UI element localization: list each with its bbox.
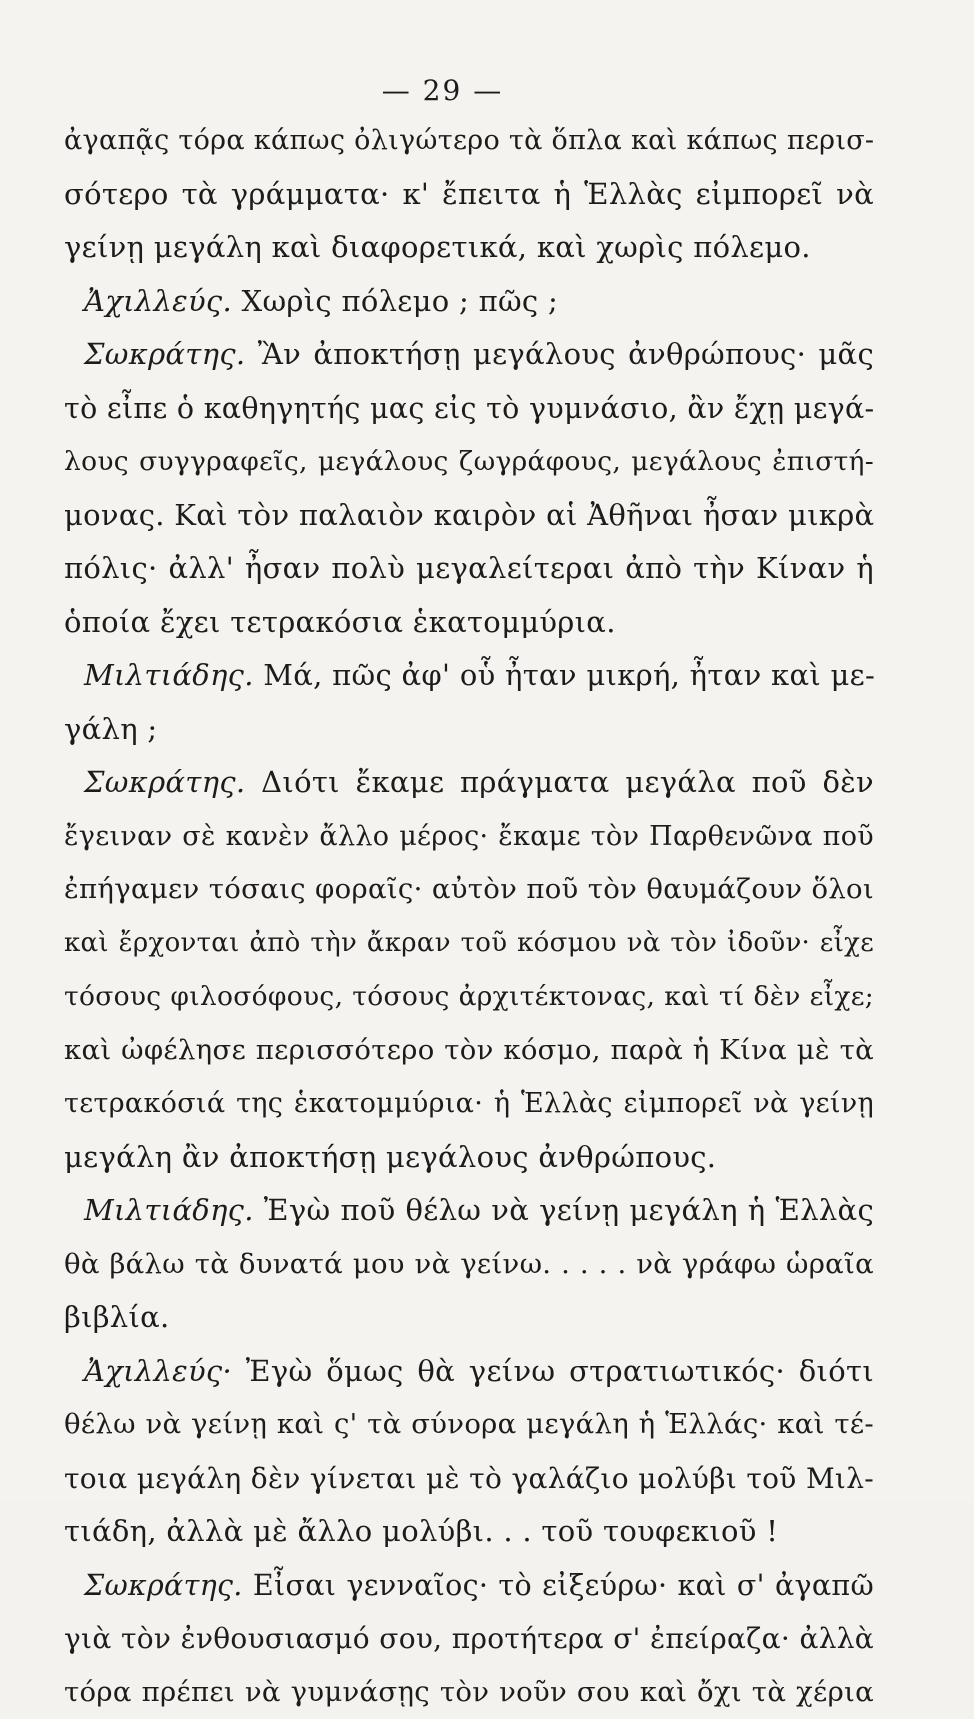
text-line <box>64 970 874 1024</box>
line-text: θέλω νὰ γείνῃ καὶ ς' τὰ σύνορα μεγάλη ἡ Ἑλλάς· καὶ τέ- <box>64 1408 874 1440</box>
line-text: τόρα πρέπει νὰ γυμνάσῃς τὸν νοῦν σου καὶ ὄχι τὰ χέρια <box>64 1676 874 1708</box>
text-line <box>64 703 874 757</box>
line-text: ἀγαπᾷς τόρα κάπως ὀλιγώτερο τὰ ὅπλα καὶ κάπως περισ- <box>64 125 874 156</box>
line-text: θὰ βάλω τὰ δυνατά μου νὰ γείνω. . . . . νὰ γράφω ὡραῖα <box>64 1248 874 1280</box>
text-line <box>64 1077 874 1131</box>
line-text: καὶ ὠφέλησε περισσότερο τὸν κόσμο, παρὰ ἡ Κίνα μὲ τὰ <box>64 1034 874 1066</box>
line-text: τὸ εἶπε ὁ καθηγητής μας εἰς τὸ γυμνάσιο, ἂν ἔχῃ μεγά- <box>64 392 874 425</box>
line-text: καὶ ἔρχονται ἀπὸ τὴν ἄκραν τοῦ κόσμου νὰ τὸν ἰδοῦν· εἶχε <box>64 928 874 958</box>
text-line <box>64 1398 874 1452</box>
line-text: γείνῃ μεγάλη καὶ διαφορετικά, καὶ χωρὶς πόλεμο. <box>64 230 811 264</box>
line-text: μεγάλη ἂν ἀποκτήσῃ μεγάλους ἀνθρώπους. <box>64 1140 716 1174</box>
line-text: τόσους φιλοσόφους, τόσους ἀρχιτέκτονας, καὶ τί δὲν εἶχε; <box>64 981 874 1012</box>
text-line <box>64 435 874 489</box>
line-text: λους συγγραφεῖς, μεγάλους ζωγράφους, μεγάλους ἐπιστή- <box>64 446 874 477</box>
text-line <box>64 596 874 650</box>
line-text: ἔγειναν σὲ κανὲν ἄλλο μέρος· ἔκαμε τὸν Παρθενῶνα ποῦ <box>64 821 874 852</box>
line-text: γάλη ; <box>64 712 157 746</box>
text-line <box>64 756 874 810</box>
text-line <box>64 1345 874 1399</box>
line-text: Χωρὶς πόλεμο ; πῶς ; <box>232 284 558 318</box>
line-text: σότερο τὰ γράμματα· κ' ἔπειτα ἡ Ἑλλὰς εἰμπορεῖ νὰ <box>64 177 874 211</box>
text-line <box>64 810 874 864</box>
line-text: πόλις· ἀλλ' ἦσαν πολὺ μεγαλείτεραι ἀπὸ τὴν Κίναν ἡ <box>64 551 874 585</box>
line-text: Διότι ἔκαμε πράγματα μεγάλα ποῦ δὲν <box>245 765 874 799</box>
line-text: Μά, πῶς ἀφ' οὗ ἦταν μικρή, ἦταν καὶ με- <box>254 658 875 692</box>
speaker-name: Ἀχιλλεύς· <box>84 1354 232 1388</box>
speaker-name: Ἀχιλλεύς. <box>84 284 232 318</box>
text-line <box>64 649 874 703</box>
line-text: μονας. Καὶ τὸν παλαιὸν καιρὸν αἱ Ἀθῆναι ἦσαν μικρὰ <box>64 498 874 532</box>
speaker-name: Σωκράτης. <box>84 765 245 799</box>
line-text: Εἶσαι γενναῖος· τὸ εἰξεύρω· καὶ σ' ἀγαπῶ <box>243 1569 874 1602</box>
text-line <box>64 328 874 382</box>
line-text: Ἂν ἀποκτήσῃ μεγάλους ἀνθρώπους· μᾶς <box>245 337 874 371</box>
line-text: ὁποία ἔχει τετρακόσια ἑκατομμύρια. <box>64 605 616 639</box>
text-body <box>64 114 874 1719</box>
text-line <box>64 382 874 436</box>
text-line <box>64 1505 874 1559</box>
text-line <box>64 1131 874 1185</box>
line-text: Ἐγὼ ποῦ θέλω νὰ γείνῃ μεγάλη ἡ Ἑλλὰς <box>254 1193 874 1227</box>
text-line <box>64 863 874 917</box>
text-line <box>64 168 874 222</box>
speaker-name: Σωκράτης. <box>84 1569 243 1602</box>
speaker-name: Μιλτιάδης. <box>84 1193 254 1227</box>
text-line <box>64 1184 874 1238</box>
text-line <box>64 1024 874 1078</box>
page-number: — 29 — <box>0 74 885 107</box>
line-text: τοια μεγάλη δὲν γίνεται μὲ τὸ γαλάζιο μολύβι τοῦ Μιλ- <box>64 1462 874 1495</box>
text-line <box>64 542 874 596</box>
text-line <box>64 489 874 543</box>
line-text: Ἐγὼ ὅμως θὰ γείνω στρατιωτικός· διότι <box>232 1354 874 1388</box>
line-text: γιὰ τὸν ἐνθουσιασμό σου, προτήτερα σ' ἐπείραζα· ἀλλὰ <box>64 1622 874 1655</box>
text-line <box>64 1559 874 1613</box>
text-line <box>64 1238 874 1292</box>
line-text: τετρακόσιά της ἑκατομμύρια· ἡ Ἑλλὰς εἰμπορεῖ νὰ γείνῃ <box>64 1088 874 1119</box>
text-line <box>64 1666 874 1719</box>
speaker-name: Μιλτιάδης. <box>84 658 254 692</box>
text-line <box>64 1612 874 1666</box>
text-line <box>64 114 874 168</box>
text-line <box>64 221 874 275</box>
speaker-name: Σωκράτης. <box>84 337 245 371</box>
text-line <box>64 1291 874 1345</box>
text-line <box>64 275 874 329</box>
line-text: τιάδη, ἀλλὰ μὲ ἄλλο μολύβι. . . τοῦ τουφεκιοῦ ! <box>64 1514 778 1548</box>
text-line <box>64 917 874 971</box>
text-line <box>64 1452 874 1506</box>
line-text: ἐπήγαμεν τόσαις φοραῖς· αὐτὸν ποῦ τὸν θαυμάζουν ὅλοι <box>64 873 874 905</box>
line-text: βιβλία. <box>64 1300 170 1334</box>
